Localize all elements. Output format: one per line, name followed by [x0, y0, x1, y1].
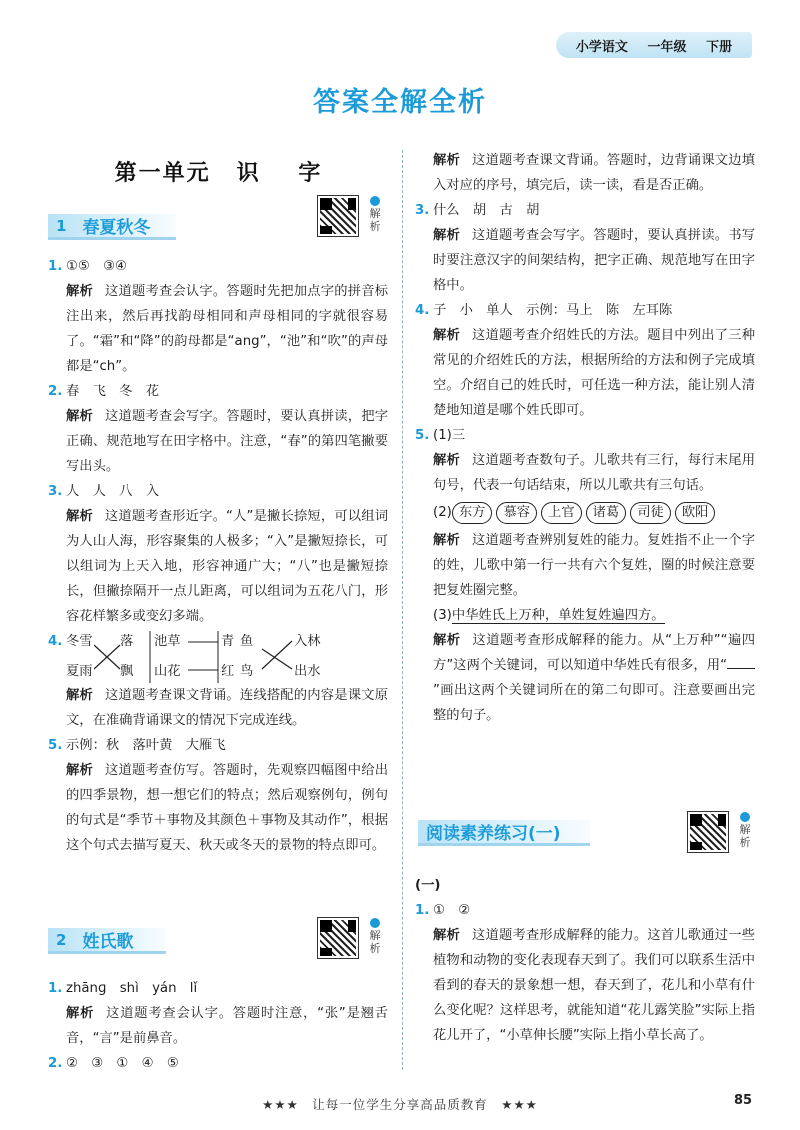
surname-circle: 司徒 — [630, 502, 671, 524]
analysis-r5-2: 解析 这道题考查辨别复姓的能力。复姓指不止一个字的姓，儿歌中第一行一共有六个复姓，圈的时候注意要把复姓圈完整。 — [433, 533, 756, 598]
header-tab — [556, 32, 752, 58]
analysis-5: 解析 这道题考查仿写。答题时，先观察四幅图中给出的四季景物，想一想它们的特点；然后观察例句，例句的句式是“季节＋事物及其颜色＋事物及其动作”，根据这个句式去描写夏天、秋天或冬天的景物的特点即可。 — [66, 763, 389, 853]
reading-part: (一) — [415, 878, 441, 893]
answer-3: 3. 人 人 八 入 — [48, 484, 160, 499]
answer-s2-2: 2. ② ③ ① ④ ⑤ — [48, 1056, 179, 1071]
section-name: 春夏秋冬 — [82, 218, 151, 238]
analysis-r5-3: 解析 这道题考查形成解释的能力。从“上万种”“遍四方”这两个关键词，可以知道中华姓氏有很多，用“”画出这两个关键词所在的第二句即可。注意要画出完整的句子。 — [433, 633, 755, 723]
qr-label: 解析 — [368, 196, 382, 233]
qr-code-icon[interactable] — [318, 918, 358, 958]
analysis-r5-1: 解析 这道题考查数句子。儿歌共有三行，每行末尾用句号，代表一句话结束，所以儿歌共有三句话。 — [433, 453, 756, 493]
section-name: 姓氏歌 — [82, 932, 134, 952]
surname-circle: 欧阳 — [675, 502, 716, 524]
analysis-r4: 解析 这道题考查介绍姓氏的方法。题目中列出了三种常见的介绍姓氏的方法，根据所给的方法和例子完成填空。介绍自己的姓氏时，可任选一种方法，能让别人清楚地知道是哪个姓氏即可。 — [433, 328, 756, 418]
section-header-1 — [48, 214, 176, 240]
section-header-reading — [418, 820, 590, 846]
answer-reading-1: 1. ① ② — [415, 903, 471, 918]
column-divider — [402, 150, 403, 1070]
page-number: 85 — [734, 1093, 753, 1108]
qr-label: 解析 — [738, 812, 752, 849]
answer-1: 1. ①⑤ ③④ — [48, 259, 127, 274]
analysis-top: 解析 这道题考查课文背诵。答题时，边背诵课文边填入对应的序号，填完后，读一读，看是否正确。 — [433, 153, 756, 193]
unit-prefix: 第一单元 — [114, 161, 211, 186]
qr-code-icon[interactable] — [688, 812, 728, 852]
unit-name: 识 字 — [236, 161, 337, 186]
qr-code-icon[interactable] — [318, 196, 358, 236]
surname-circle: 诸葛 — [586, 502, 627, 524]
answer-r5-3: (3)中华姓氏上万种，单姓复姓遍四方。 — [433, 608, 665, 623]
answer-s2-1: 1. zhānɡ shì yán lǐ — [48, 981, 198, 996]
analysis-2: 解析 这道题考查会写字。答题时，要认真拼读，把字正确、规范地写在田字格中。注意，“春”的第四笔撇要写出头。 — [66, 409, 389, 474]
analysis-reading-1: 解析 这道题考查形成解释的能力。这首儿歌通过一些植物和动物的变化表现春天到了。我们可以联系生活中看到的春天的景象想一想，春天到了，花儿和小草有什么变化呢？这样思考，就能知道“花儿露笑脸”实际上指花儿开了，“小草伸长腰”实际上指小草长高了。 — [433, 928, 756, 1043]
header-subject: 小学语文 — [575, 39, 628, 55]
section-number: 2 — [56, 930, 67, 949]
answer-5: 5. 示例：秋 落叶黄 大雁飞 — [48, 738, 226, 753]
analysis-r3: 解析 这道题考查会写字。答题时，要认真拼读。书写时要注意汉字的间架结构，把字正确、规范地写在田字格中。 — [433, 228, 756, 293]
page-title: 答案全解全析 — [313, 87, 487, 118]
surname-circle: 东方 — [452, 502, 493, 524]
analysis-3: 解析 这道题考查形近字。“人”是撇长捺短，可以组词为人山人海，形容聚集的人极多；“入”是撇短捺长，可以组词为上天入地，形容神通广大；“八”也是撇短捺长，但撇捺隔开一点儿距离，可以组词为五花八门，形容花样繁多或变幻多端。 — [66, 509, 389, 624]
reading-column — [415, 873, 755, 1048]
answer-2: 2. 春 飞 冬 花 — [48, 384, 160, 399]
section-header-2 — [48, 928, 166, 954]
play-icon — [370, 196, 380, 206]
header-volume: 下册 — [706, 39, 733, 55]
qr-label: 解析 — [368, 918, 382, 955]
left-column-s2 — [48, 976, 388, 1076]
analysis-1: 解析 这道题考查会认字。答题时先把加点字的拼音标注出来，然后再找韵母相同和声母相同的字就很容易了。“霜”和“降”的韵母都是“ang”，“池”和“吹”的声母都是“ch”。 — [66, 284, 389, 374]
section-number: 1 — [56, 216, 67, 235]
surname-circles: (2) 东方 慕容 上官 诸葛 司徒 欧阳 — [415, 498, 755, 528]
play-icon — [740, 812, 750, 822]
underline-sample — [727, 668, 755, 669]
section-name: 阅读素养练习(一) — [426, 824, 561, 844]
answer-r3: 3. 什么 胡 古 胡 — [415, 203, 540, 218]
play-icon — [370, 918, 380, 928]
right-column — [415, 148, 755, 728]
analysis-s2-1: 解析 这道题考查会认字。答题时注意，“张”是翘舌音，“言”是前鼻音。 — [66, 1006, 388, 1046]
footer-slogan: ★★★ 让每一位学生分享高品质教育 ★★★ — [262, 1097, 538, 1112]
answer-r5: 5. (1)三 — [415, 428, 466, 443]
surname-circle: 上官 — [541, 502, 582, 524]
matching-diagram: 冬雪 落 夏雨 飘 池草 青 山花 红 鱼 入林 鸟 出水 — [66, 629, 366, 683]
analysis-4: 解析 这道题考查课文背诵。连线搭配的内容是课文原文，在准确背诵课文的情况下完成连线。 — [66, 688, 389, 728]
unit-title — [48, 156, 403, 187]
header-grade: 一年级 — [647, 39, 687, 55]
answer-4: 4. 冬雪 落 夏雨 飘 池草 青 山花 红 鱼 入林 鸟 出水 — [48, 629, 388, 683]
answer-r4: 4. 子 小 单人 示例：马上 陈 左耳陈 — [415, 303, 673, 318]
left-column — [48, 254, 388, 858]
surname-circle: 慕容 — [496, 502, 537, 524]
